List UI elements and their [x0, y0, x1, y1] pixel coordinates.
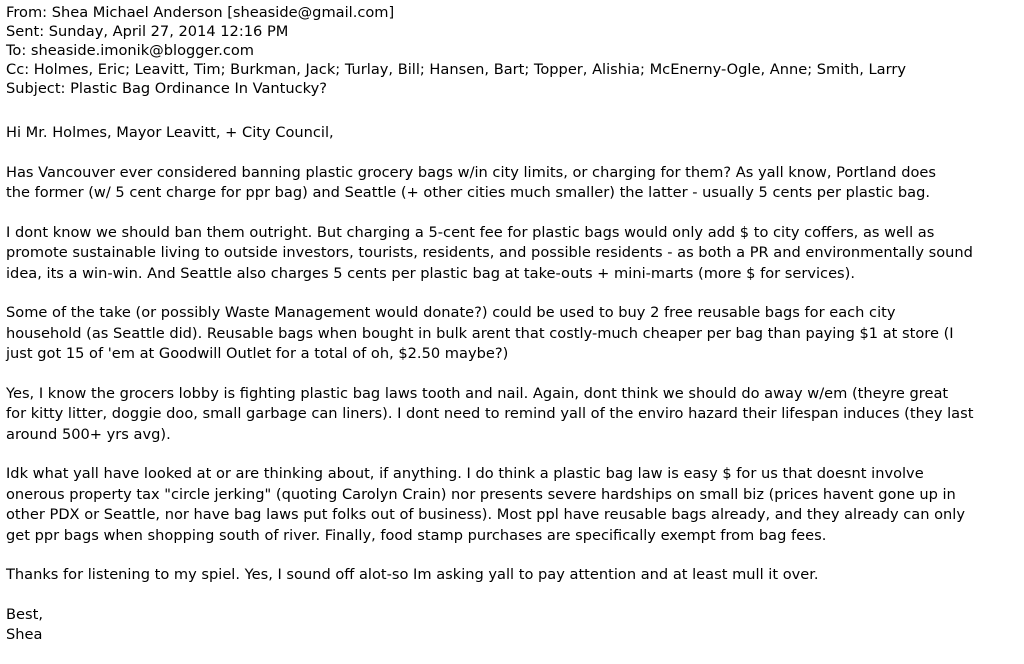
paragraph-line: around 500+ yrs avg). — [6, 425, 171, 443]
greeting — [0, 123, 1024, 144]
subject-line: Subject: Plastic Bag Ordinance In Vantucky? — [6, 80, 327, 97]
paragraph-line: get ppr bags when shopping south of river. Finally, food stamp purchases are specifically exempt from bag fees. — [6, 526, 827, 544]
email-body — [0, 123, 1024, 664]
sent-line: Sent: Sunday, April 27, 2014 12:16 PM — [6, 23, 289, 40]
paragraph-line: just got 15 of 'em at Goodwill Outlet for a total of oh, $2.50 maybe?) — [6, 345, 509, 362]
paragraph-2 — [0, 223, 1024, 285]
paragraph-3 — [0, 303, 1024, 365]
paragraph-line: promote sustainable living to outside investors, tourists, residents, and possible residents - as both a PR and environmentally sound — [6, 244, 973, 261]
paragraph-line: Has Vancouver ever considered banning plastic grocery bags w/in city limits, or charging for them? As yall know, Portland does — [6, 163, 936, 181]
closing-text: Best, — [6, 605, 43, 623]
paragraph-line: Idk what yall have looked at or are thinking about, if anything. I do think a plastic bag law is easy $ for us that doesnt involve — [6, 465, 924, 482]
paragraph-line: the former (w/ 5 cent charge for ppr bag) and Seattle (+ other cities much smaller) the latter - usually 5 cents per plastic bag. — [6, 184, 930, 201]
paragraph-line: Thanks for listening to my spiel. Yes, I sound off alot-so Im asking yall to pay attention and at least mull it over. — [6, 566, 819, 583]
email-headers — [6, 3, 906, 98]
paragraph-4 — [0, 384, 1024, 446]
from-line: From: Shea Michael Anderson [sheaside@gmail.com] — [6, 4, 395, 21]
paragraph-line: I dont know we should ban them outright. But charging a 5-cent fee for plastic bags would only add $ to city coffers, as well as — [6, 223, 935, 241]
paragraph-line: idea, its a win-win. And Seattle also charges 5 cents per plastic bag at take-outs + mini-marts (more $ for services). — [6, 264, 855, 282]
paragraph-1 — [0, 163, 1024, 204]
signature-text: Shea — [6, 626, 43, 643]
cc-line: Cc: Holmes, Eric; Leavitt, Tim; Burkman, Jack; Turlay, Bill; Hansen, Bart; Topper, Alishia; McEnerny-Ogle, Anne; Smith, Larry — [6, 61, 907, 78]
to-line: To: sheaside.imonik@blogger.com — [6, 42, 254, 59]
paragraph-line: Some of the take (or possibly Waste Management would donate?) could be used to buy 2 free reusable bags for each city — [6, 304, 896, 321]
paragraph-line: for kitty litter, doggie doo, small garbage can liners). I dont need to remind yall of the enviro hazard their lifespan induces (they last — [6, 405, 974, 422]
paragraph-6 — [0, 565, 1024, 586]
greeting-text: Hi Mr. Holmes, Mayor Leavitt, + City Council, — [6, 124, 334, 141]
paragraph-line: Yes, I know the grocers lobby is fighting plastic bag laws tooth and nail. Again, dont think we should do away w/em (theyre great — [6, 384, 949, 402]
signoff — [0, 605, 1024, 646]
paragraph-line: other PDX or Seattle, nor have bag laws put folks out of business). Most ppl have reusable bags already, and they already can only — [6, 506, 965, 523]
paragraph-5 — [0, 464, 1024, 546]
paragraph-line: household (as Seattle did). Reusable bags when bought in bulk arent that costly-much cheaper per bag than paying $1 at store (I — [6, 324, 954, 342]
paragraph-line: onerous property tax "circle jerking" (quoting Carolyn Crain) nor presents severe hardships on small biz (prices havent gone up in — [6, 485, 956, 503]
